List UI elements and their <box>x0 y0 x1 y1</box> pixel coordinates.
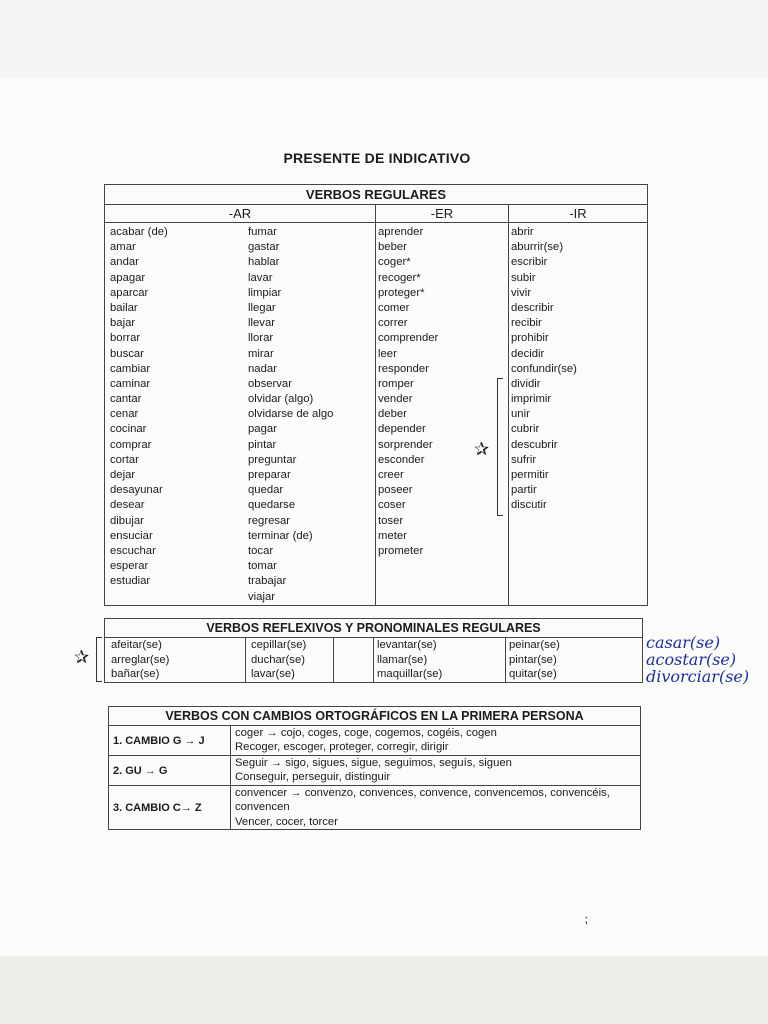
verb-item: dibujar <box>110 514 144 527</box>
reflexive-verbs-heading: VERBOS REFLEXIVOS Y PRONOMINALES REGULARES <box>105 619 642 638</box>
verb-item: depender <box>378 423 426 436</box>
verb-item: leer <box>378 347 397 360</box>
verb-item: amar <box>110 241 136 254</box>
verb-item: cantar <box>110 393 142 406</box>
verb-item: creer <box>378 469 404 481</box>
reflexive-verb-item: afeitar(se) <box>111 639 162 651</box>
reflexive-verbs-list-2 <box>251 638 306 682</box>
verb-item: imprimir <box>511 393 552 406</box>
verb-item: cortar <box>110 453 139 466</box>
verb-item: partir <box>511 484 537 497</box>
verb-item: llevar <box>248 317 275 330</box>
handwritten-notes <box>646 634 749 685</box>
verb-item: meter <box>378 529 407 542</box>
row-line: convencer → convenzo, convences, convence, convencemos, convencéis, <box>235 787 610 799</box>
verb-item: mirar <box>248 347 274 360</box>
handwritten-verb: acostar(se) <box>646 650 737 669</box>
ar-verbs-list-1 <box>110 225 168 590</box>
reflexive-verb-item: lavar(se) <box>251 668 295 681</box>
row-line: coger → cojo, coges, coge, cogemos, cogéis, cogen <box>235 727 497 739</box>
row-label: 3. CAMBIO C→ Z <box>109 786 231 829</box>
verb-item: llorar <box>248 332 274 345</box>
divider <box>375 205 376 605</box>
verb-item: nadar <box>248 362 277 375</box>
verb-item: comprar <box>110 438 152 451</box>
verb-item: apagar <box>110 271 146 284</box>
column-ar-header: -AR <box>105 205 375 223</box>
verb-item: hablar <box>248 256 280 269</box>
verb-item: comprender <box>378 332 439 345</box>
row-content <box>235 726 636 755</box>
spelling-changes-heading: VERBOS CON CAMBIOS ORTOGRÁFICOS EN LA PRIMERA PERSONA <box>109 707 640 726</box>
handwritten-verb: divorciar(se) <box>646 667 750 686</box>
verb-item: terminar (de) <box>248 529 313 542</box>
row-label: 2. GU → G <box>109 756 231 785</box>
reflexive-verb-item: peinar(se) <box>509 639 560 651</box>
verb-item: esconder <box>378 453 425 466</box>
verb-item: recibir <box>511 317 542 330</box>
verb-item: abrir <box>511 226 534 238</box>
verb-item: aprender <box>378 226 424 238</box>
verb-item: llegar <box>248 301 276 314</box>
verb-item: dejar <box>110 469 136 481</box>
verb-item: coser <box>378 499 406 512</box>
verb-item: romper <box>378 377 414 390</box>
verb-item: quedarse <box>248 499 296 512</box>
verb-item: tocar <box>248 544 274 557</box>
row-line: convencen <box>235 801 290 814</box>
verb-item: caminar <box>110 377 151 390</box>
verb-item: observar <box>248 377 292 390</box>
verb-item: bailar <box>110 301 138 314</box>
verb-item: cenar <box>110 408 139 421</box>
verb-item: pintar <box>248 438 277 451</box>
verb-item: aparcar <box>110 286 149 299</box>
verb-item: gastar <box>248 241 280 254</box>
reflexive-verb-item: maquillar(se) <box>377 668 443 681</box>
row-content <box>235 756 636 785</box>
verb-item: cubrir <box>511 423 540 436</box>
verb-item: andar <box>110 256 139 269</box>
reflexive-verb-item: arreglar(se) <box>111 653 170 666</box>
verb-item: pagar <box>248 423 277 436</box>
reflexive-verb-item: levantar(se) <box>377 639 437 651</box>
reflexive-verb-item: cepillar(se) <box>251 639 307 651</box>
row-line: Vencer, cocer, torcer <box>235 815 338 828</box>
verb-item: sorprender <box>378 438 433 451</box>
handwritten-bracket <box>96 637 102 682</box>
verb-item: preguntar <box>248 453 297 466</box>
ir-verbs-list <box>511 225 577 514</box>
verb-item: descubrir <box>511 438 558 451</box>
verb-item: prohibir <box>511 332 549 345</box>
divider <box>505 638 506 682</box>
reflexive-verb-item: pintar(se) <box>509 653 557 666</box>
verb-item: desear <box>110 499 145 512</box>
spelling-row <box>109 786 640 829</box>
handwritten-verb: casar(se) <box>646 633 721 652</box>
verb-item: cambiar <box>110 362 151 375</box>
verb-item: acabar (de) <box>110 226 168 238</box>
column-er-header: -ER <box>376 205 508 223</box>
verb-item: preparar <box>248 469 291 481</box>
verb-item: describir <box>511 301 554 314</box>
reflexive-verbs-table <box>104 618 643 683</box>
verb-item: viajar <box>248 590 275 603</box>
verb-item: olvidar (algo) <box>248 393 314 406</box>
verb-item: poseer <box>378 484 413 497</box>
divider <box>508 205 509 605</box>
verb-item: esperar <box>110 560 149 573</box>
verb-item: vender <box>378 393 413 406</box>
reflexive-verbs-list-4 <box>509 638 560 682</box>
verb-item: permitir <box>511 469 549 481</box>
verb-item: confundir(se) <box>511 362 577 375</box>
verb-item: unir <box>511 408 530 421</box>
verb-item: borrar <box>110 332 141 345</box>
verb-item: desayunar <box>110 484 163 497</box>
row-line: Conseguir, perseguir, distinguir <box>235 771 391 784</box>
verb-item: comer <box>378 301 410 314</box>
row-line: Recoger, escoger, proteger, corregir, dirigir <box>235 741 449 754</box>
verb-item: coger* <box>378 256 411 269</box>
verb-item: cocinar <box>110 423 147 436</box>
background-surface <box>0 956 768 1024</box>
verb-item: recoger* <box>378 271 421 284</box>
row-line: Seguir → sigo, sigues, sigue, seguimos, seguís, siguen <box>235 757 512 769</box>
verb-item: deber <box>378 408 407 421</box>
reflexive-verbs-list-1 <box>111 638 169 682</box>
row-content <box>235 786 636 829</box>
verb-item: discutir <box>511 499 547 512</box>
regular-verbs-table <box>104 184 648 606</box>
verb-item: trabajar <box>248 575 287 588</box>
divider <box>373 638 374 682</box>
verb-item: bajar <box>110 317 136 330</box>
verb-item: decidir <box>511 347 545 360</box>
verb-item: prometer <box>378 544 424 557</box>
verb-item: proteger* <box>378 286 425 299</box>
verb-item: escuchar <box>110 544 156 557</box>
verb-item: tomar <box>248 560 277 573</box>
verb-item: responder <box>378 362 429 375</box>
regular-verbs-heading: VERBOS REGULARES <box>105 185 647 205</box>
star-doodle-icon: ✰ <box>74 647 90 667</box>
verb-item: limpiar <box>248 286 282 299</box>
spelling-row <box>109 726 640 756</box>
verb-item: ensuciar <box>110 529 153 542</box>
verb-item: fumar <box>248 226 277 238</box>
verb-item: sufrir <box>511 453 537 466</box>
divider <box>245 638 246 682</box>
handwritten-bracket <box>497 378 503 516</box>
verb-item: quedar <box>248 484 284 497</box>
reflexive-verb-item: llamar(se) <box>377 653 428 666</box>
page-title: PRESENTE DE INDICATIVO <box>283 150 471 166</box>
verb-item: correr <box>378 317 408 330</box>
spelling-row <box>109 756 640 786</box>
verb-item: escribir <box>511 256 548 269</box>
verb-item: buscar <box>110 347 144 360</box>
verb-item: subir <box>511 271 536 284</box>
verb-item: regresar <box>248 514 291 527</box>
verb-item: dividir <box>511 377 541 390</box>
verb-item: olvidarse de algo <box>248 408 334 421</box>
row-label: 1. CAMBIO G → J <box>109 726 231 755</box>
verb-item: toser <box>378 514 404 527</box>
reflexive-verbs-list-3 <box>377 638 442 682</box>
ink-speck: ⁏ <box>584 912 589 926</box>
reflexive-verb-item: duchar(se) <box>251 653 305 666</box>
divider <box>333 638 334 682</box>
reflexive-verb-item: quitar(se) <box>509 668 557 681</box>
column-ir-header: -IR <box>509 205 647 223</box>
verb-item: aburrir(se) <box>511 241 564 254</box>
spelling-changes-table <box>108 706 641 830</box>
verb-item: lavar <box>248 271 273 284</box>
reflexive-verb-item: bañar(se) <box>111 668 160 681</box>
star-doodle-icon: ✰ <box>474 439 490 459</box>
verb-item: estudiar <box>110 575 151 588</box>
verb-item: vivir <box>511 286 532 299</box>
ar-verbs-list-2 <box>248 225 333 605</box>
er-verbs-list <box>378 225 438 559</box>
verb-item: beber <box>378 241 407 254</box>
